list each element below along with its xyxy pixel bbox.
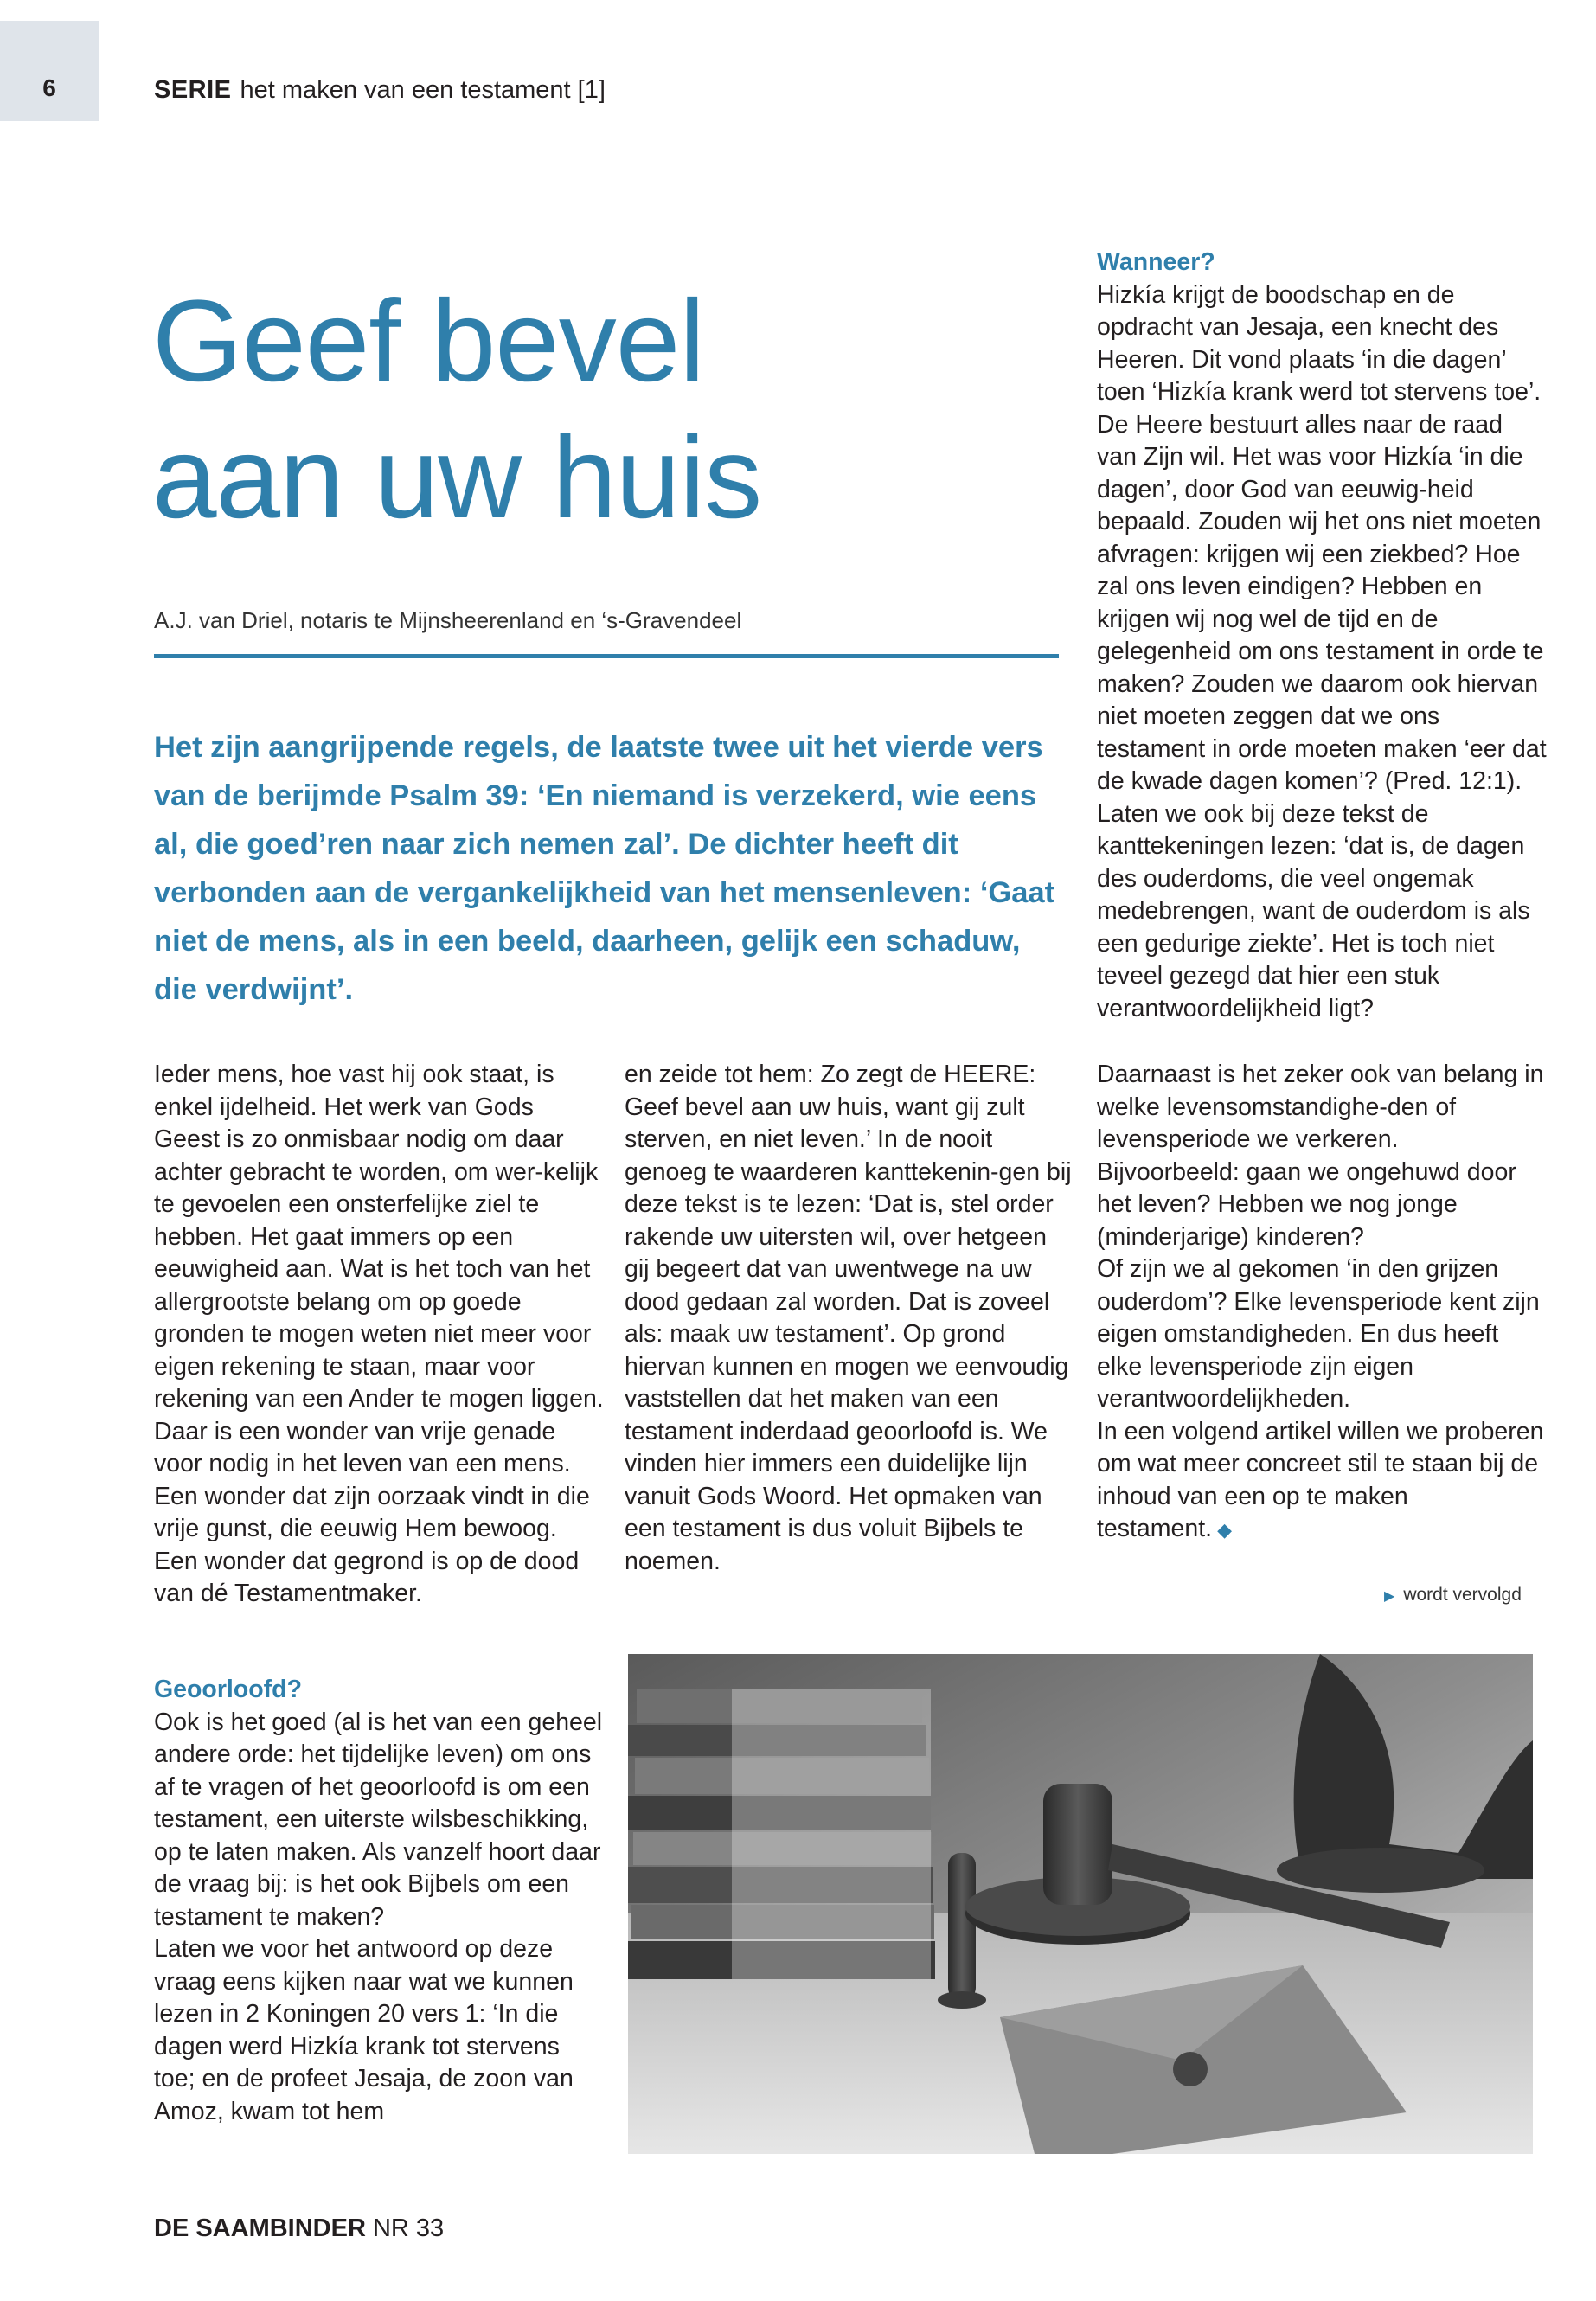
body-paragraph: Daarnaast is het zeker ook van belang in welke levensomstandighe-den of levensperiode we verkeren. Bijvoorbeeld: gaan we ongehuwd door het leven? Hebben we nog jonge (minderjarige) kinderen?	[1097, 1061, 1544, 1251]
body-paragraph: Hizkía krijgt de boodschap en de opdracht van Jesaja, een knecht des Heeren. Dit vond plaats ‘in die dagen’ toen ‘Hizkía krank werd tot stervens toe’. De Heere bestuurt alles naar de raad van Zijn wil. Het was voor Hizkía ‘in die dagen’, door God van eeuwig-heid bepaald. Zouden wij het ons niet moeten afvragen: krijgen wij een ziekbed? Hoe zal ons leven eindigen? Hebben en krijgen wij nog wel de tijd en de gelegenheid om ons testament in orde te maken? Zouden we daarom ook hiervan niet moeten zeggen dat we ons testament in orde moeten maken ‘eer dat de kwade dagen komen’? (Pred. 12:1). Laten we ook bij deze tekst de kanttekeningen lezen: ‘dat is, de dagen des ouderdoms, die veel ongemak medebrengen, want de ouderdom is als een gedurige ziekte’. Het is toch niet teveel gezegd dat hier een stuk verantwoordelijkheid ligt?	[1097, 280, 1547, 1022]
body-column-3-top	[1097, 247, 1547, 1025]
author-byline: A.J. van Driel, notaris te Mijnsheerenland en ‘s-Gravendeel	[154, 607, 742, 633]
page-number: 6	[42, 74, 56, 101]
subheading-geoorloofd: Geoorloofd?	[154, 1676, 302, 1703]
footer	[154, 2214, 444, 2243]
continued-label: wordt vervolgd	[1403, 1585, 1522, 1605]
body-column-3-bottom	[1097, 1059, 1547, 1547]
body-paragraph: en zeide tot hem: Zo zegt de HEERE: Geef bevel aan uw huis, want gij zult sterven, en niet leven.’ In de nooit genoeg te waarderen kanttekenin-gen bij deze tekst is te lezen: ‘Dat is, stel order rakende uw uitersten wil, over hetgeen gij begeert dat van uwentwege na uw dood gedaan zal worden. Dat is zoveel als: maak uw testament’. Op grond hiervan kunnen en mogen we eenvoudig vaststellen dat het maken van een testament inderdaad geoorloofd is. We vinden hier immers een duidelijke lijn vanuit Gods Woord. Het opmaken van een testament is dus voluit Bijbels te noemen.	[625, 1061, 1072, 1575]
title-line-1: Geef bevel	[152, 277, 705, 406]
body-paragraph: Ieder mens, hoe vast hij ook staat, is enkel ijdelheid. Het werk van Gods Geest is zo onmisbaar nodig om daar achter gebracht te worden, om wer-kelijk te gevoelen een onsterfelijke ziel te hebben. Het gaat immers op een eeuwigheid aan. Wat is het toch van het allergrootste belang om op goede gronden te mogen weten niet meer voor eigen rekening te staan, maar voor rekening van een Ander te mogen liggen. Daar is een wonder van vrije genade voor nodig in het leven van een mens. Een wonder dat zijn oorzaak vindt in die vrije gunst, die eeuwig Hem bewoog. Een wonder dat gegrond is op de dood van dé Testamentmaker.	[154, 1061, 604, 1607]
body-paragraph: Laten we voor het antwoord op deze vraag eens kijken naar wat we kunnen lezen in 2 Koningen 20 vers 1: ‘In die dagen werd Hizkía krank tot stervens toe; en de profeet Jesaja, de zoon van Amoz, kwam tot hem	[154, 1935, 574, 2125]
article-photo	[628, 1654, 1533, 2154]
books-stack	[628, 1689, 935, 1979]
running-header	[154, 76, 606, 105]
end-mark-icon: ◆	[1217, 1519, 1232, 1541]
article-title	[152, 273, 761, 547]
intro-lead: Het zijn aangrijpende regels, de laatste twee uit het vierde vers van de berijmde Psalm 39: ‘En niemand is verzekerd, wie eens al, die goed’ren naar zich nemen zal’. De dichter heeft dit verbonden aan de vergankelijkheid van het mensenleven: ‘Gaat niet de mens, als in een beeld, daarheen, gelijk een schaduw, die verdwijnt’.	[154, 731, 1055, 1006]
page-number-box	[0, 21, 99, 121]
body-column-1-bottom	[154, 1674, 604, 2128]
title-divider	[154, 654, 1059, 658]
body-column-1-top	[154, 1059, 604, 1611]
triangle-right-icon: ▶	[1384, 1589, 1395, 1604]
closing-text: In een volgend artikel willen we proberen om wat meer concreet stil te staan bij de inhoud van een op te maken testament.	[1097, 1417, 1544, 1542]
body-paragraph: Of zijn we al gekomen ‘in den grijzen ouderdom’? Elke levensperiode kent zijn eigen omstandigheden. En dus heeft elke levensperiode zijn eigen verantwoordelijkheden.	[1097, 1255, 1540, 1413]
body-paragraph	[1097, 1416, 1547, 1547]
continued-note	[1384, 1585, 1522, 1606]
body-paragraph: Ook is het goed (al is het van een geheel andere orde: het tijdelijke leven) om ons af te vragen of het geoorloofd is om een testament, een uiterste wilsbeschikking, op te laten maken. Als vanzelf hoort daar de vraag bij: is het ook Bijbels om een testament te maken?	[154, 1708, 603, 1931]
series-title: het maken van een testament [1]	[240, 76, 606, 104]
body-column-2	[625, 1059, 1074, 1578]
issue-number: NR 33	[372, 2214, 445, 2242]
magazine-name: DE SAAMBINDER	[154, 2214, 366, 2242]
title-line-2: aan uw huis	[152, 413, 762, 542]
subheading-wanneer: Wanneer?	[1097, 248, 1215, 276]
series-label: SERIE	[154, 76, 232, 104]
